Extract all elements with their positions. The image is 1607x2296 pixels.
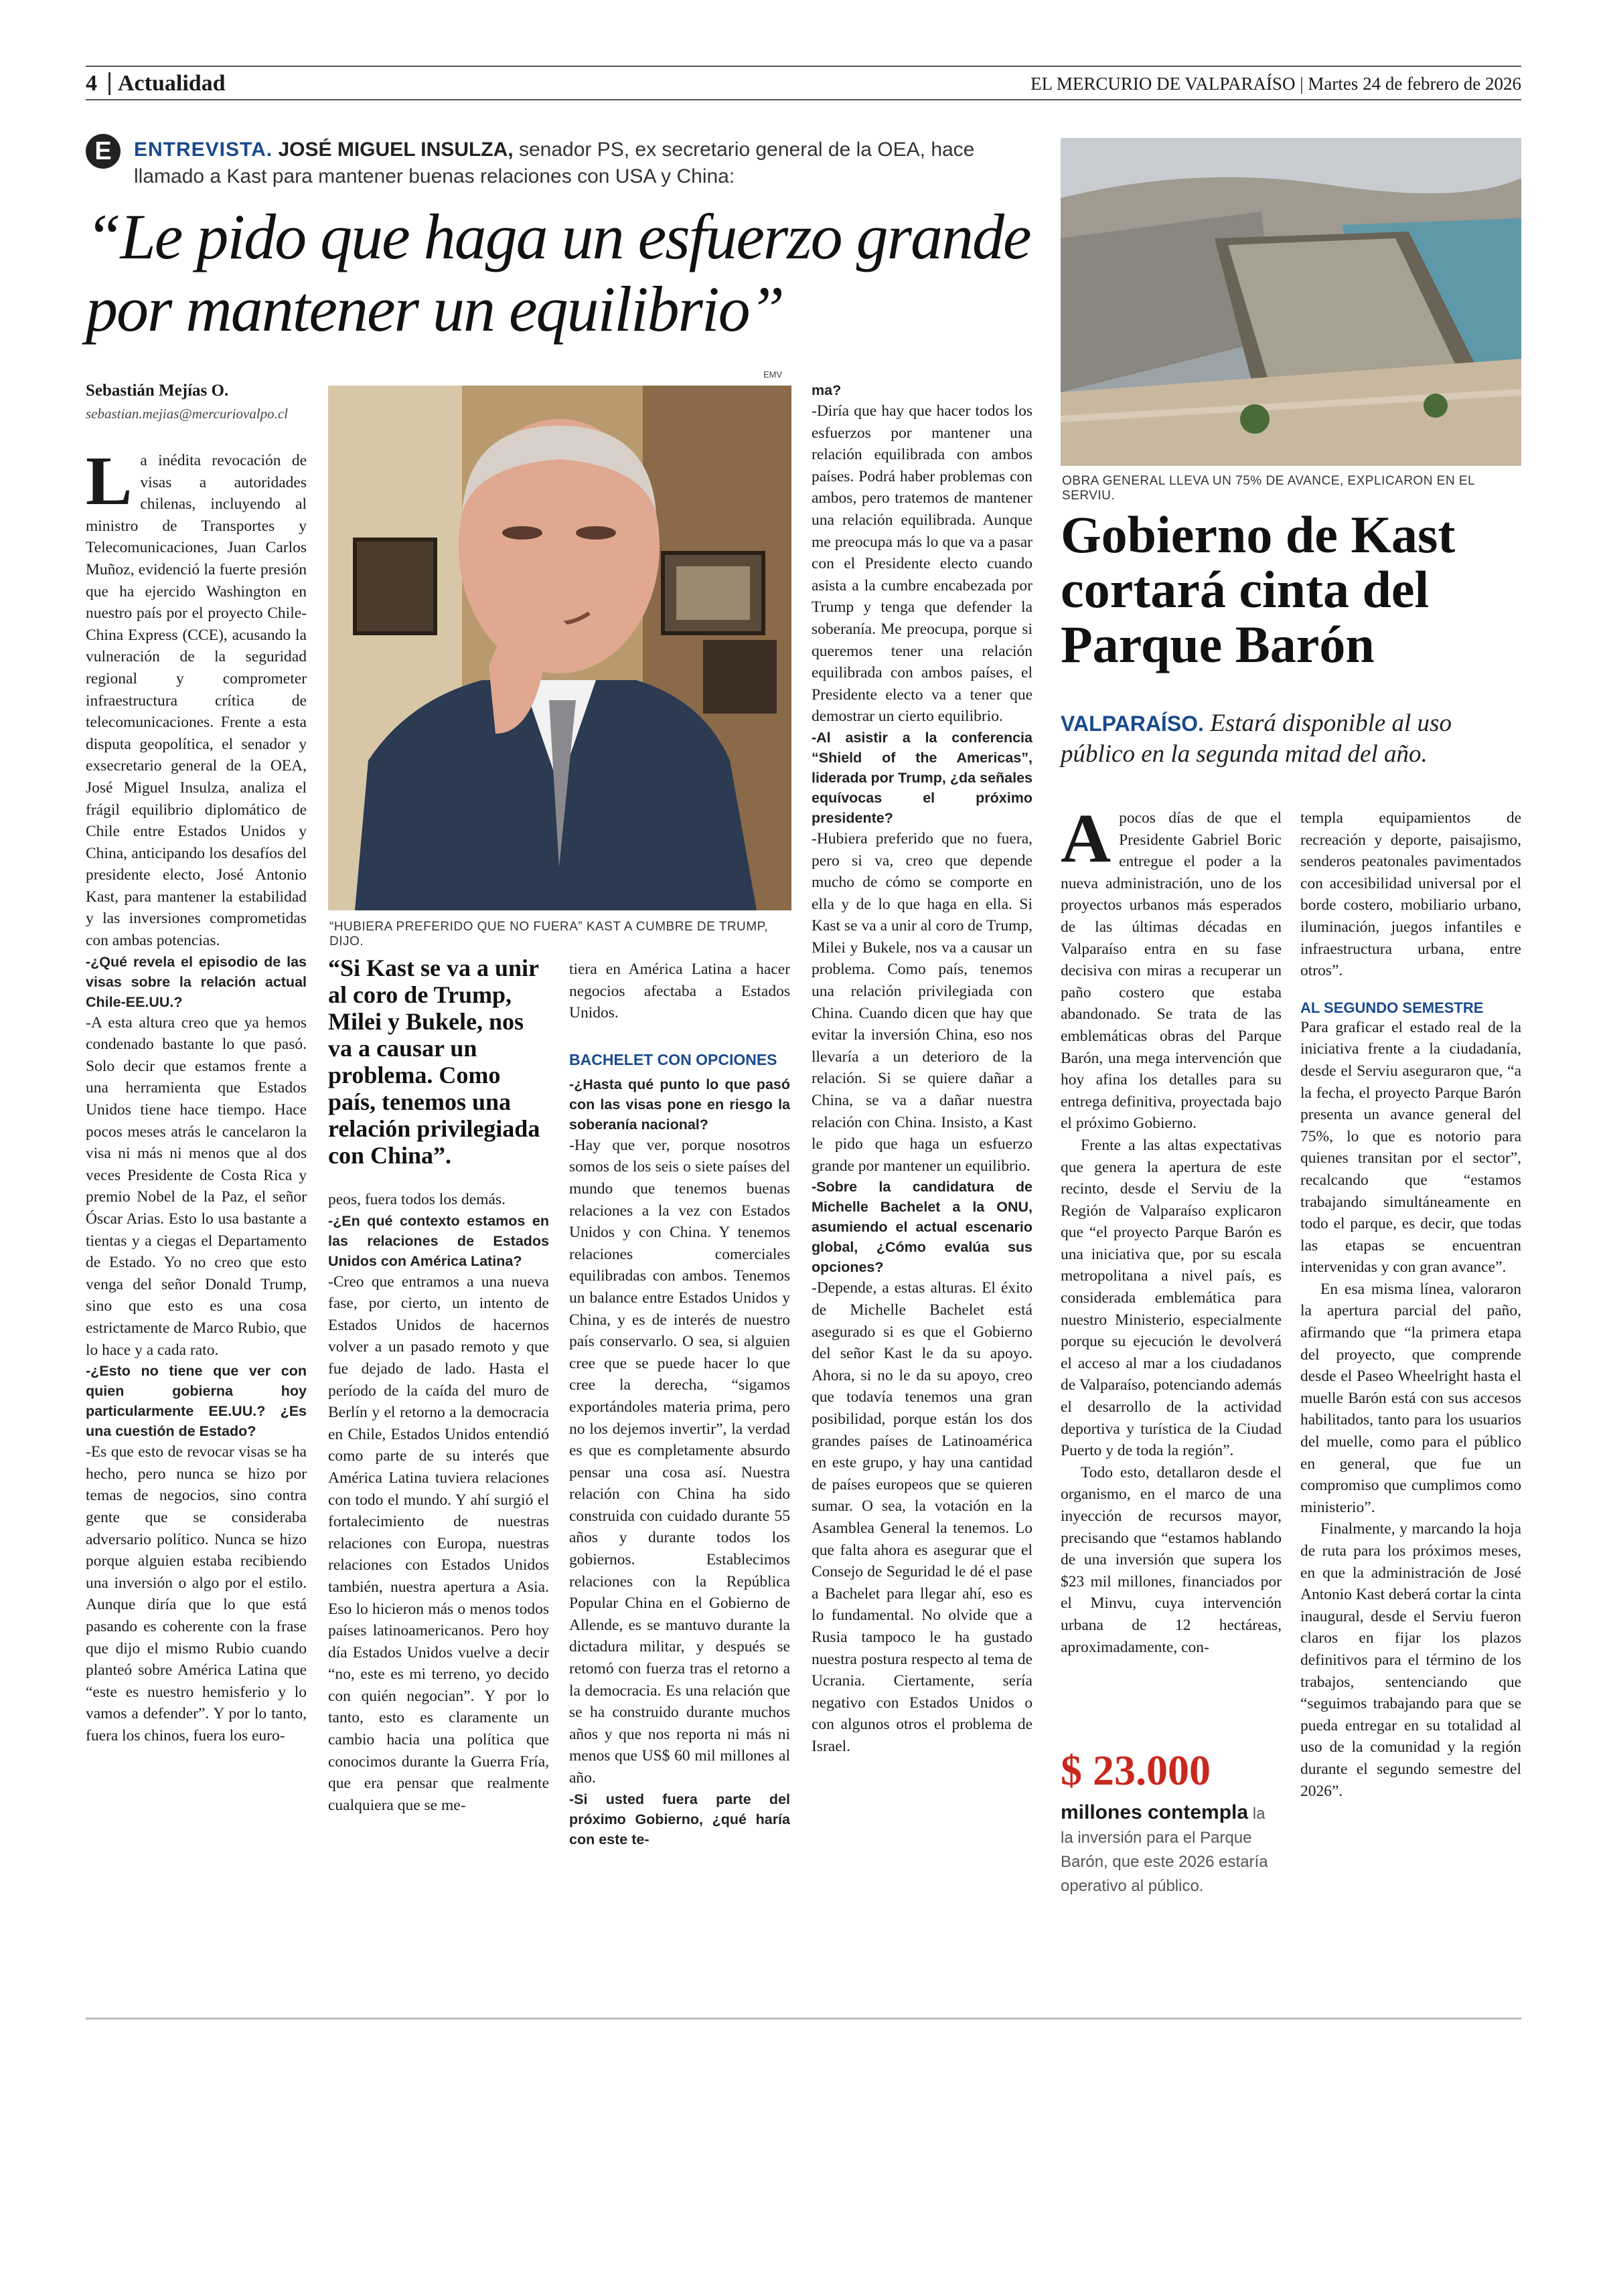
baron-kicker-label: VALPARAÍSO. (1061, 712, 1204, 736)
kicker-label: ENTREVISTA. (134, 139, 273, 161)
question: -¿Qué revela el episodio de las visas sobre la relación actual Chile-EE.UU.? (86, 953, 307, 1010)
interview-badge: E (86, 134, 121, 169)
question: -Sobre la candidatura de Michelle Bachelet a la ONU, asumiendo el actual escenario global, ¿Cómo evalúa sus opciones? (812, 1179, 1032, 1276)
answer: -Depende, a estas alturas. El éxito de Michelle Bachelet está asegurado si es que el Gobierno del señor Kast le da su apoyo. Ahora, si no le da su apoyo, creo que todavía tenemos una gran posibilidad, porque están los dos grandes países de Latinoamérica en este grupo, y hay una cantidad de países europeos que se quieren sumar. O sea, la votación en la Asamblea General la tenemos. Lo que falta ahora es asegurar que el Consejo de Seguridad le dé el pase a Bachelet para llegar ahí, eso es lo fundamental. No olvide que a Rusia tampoco le ha gustado nuestra postura respecto al tema de Ucrania. Ciertamente, sería negativo con Estados Unidos o con algunos otros el problema de Israel. (812, 1279, 1032, 1755)
baron-headline: Gobierno de Kast cortará cinta del Parque Barón (1061, 505, 1456, 673)
interview-headline: “Le pido que haga un esfuerzo grande por mantener un equilibrio” (86, 201, 1030, 345)
masthead-date: EL MERCURIO DE VALPARAÍSO | Martes 24 de febrero de 2026 (1030, 74, 1521, 94)
kicker-text: senador PS, ex secretario general de la OEA, hace llamado a Kast para mantener buenas relaciones con USA y China: (134, 139, 975, 187)
paragraph: Frente a las altas expectativas que genera la apertura de este recinto, desde el Serviu de la Región de Valparaíso explicaron que “el proyecto Parque Barón es una iniciativa que, por su escala metropolitana a nivel país, es considerada emblemática para nuestro Ministerio, especialmente porque su ejecución le devolverá el acceso al mar a los ciudadanos de Valparaíso, potenciando además el desarrollo de la actividad deportiva y turística de la Ciudad Puerto y de toda la región”. (1061, 1136, 1282, 1460)
interview-column-3 (569, 959, 790, 1850)
interview-column-2a (328, 1189, 549, 1816)
byline: Sebastián Mejías O. (86, 382, 229, 400)
baron-kicker (1061, 708, 1521, 770)
pull-quote: “Si Kast se va a unir al coro de Trump, Milei y Bukele, nos va a causar un problema. Como país, tenemos una relación privilegiada con China”. (328, 955, 540, 1169)
section-name: Actualidad (118, 71, 226, 96)
investment-text: la la inversión para el Parque Barón, que este 2026 estaría operativo al público. (1061, 1805, 1268, 1895)
baron-column-1 (1061, 800, 1282, 1658)
answer: -Hubiera preferido que no fuera, pero si va, creo que depende mucho de cómo se comporte en ella y de lo que haga en ella. Si Kast se va a unir al coro de Trump, Milei y Bukele, nos va a causar un problema. Como país, tenemos una relación privilegiada con China. Cuando dicen que hay que evitar la inversión China, eso nos llevaría a un deterioro de la relación. Si se quiere dañar a China, se va a dañar nuestra relación con China. Insisto, a Kast le pido que haga un esfuerzo grande por mantener un equilibrio. (812, 829, 1032, 1175)
paragraph: En esa misma línea, valoraron la apertura parcial del paño, afirmando que “la primera etapa del proyecto, que comprende desde el Paseo Wheelright hasta el muelle Barón está con sus accesos habilitados, tanto para los usuarios del muelle, como para el público en general, que fue un compromiso que cumplimos como ministerio”. (1300, 1280, 1521, 1516)
page-header (86, 66, 1521, 100)
subhead: BACHELET CON OPCIONES (569, 1050, 777, 1068)
subhead: AL SEGUNDO SEMESTRE (1300, 999, 1484, 1016)
paragraph: Todo esto, detallaron desde el organismo, en el marco de una inyección de recursos mayor, precisando que “estamos hablando de una inversión que supera los $23 mil millones, financiados por el Minvu, cuya intervención urbana de 12 hectáreas, aproximadamente, con- (1061, 1463, 1282, 1656)
kicker-name: JOSÉ MIGUEL INSULZA, (278, 139, 514, 161)
interview-kicker (134, 137, 1031, 190)
investment-figure: $ 23.000 (1061, 1746, 1211, 1794)
question: -¿En qué contexto estamos en las relaciones de Estados Unidos con América Latina? (328, 1212, 549, 1269)
answer: -Hay que ver, porque nosotros somos de los seis o siete países del mundo que tenemos buenas relaciones a la vez con Estados Unidos y con China. Y tenemos relaciones comerciales equilibradas con ambos. Tenemos un balance entre Estados Unidos y China, y es de interés de nuestro país conservarlo. O sea, si alguien cree que se puede hacer lo que cree la derecha, “sigamos exportándoles materia prima, pero no los dejemos invertir”, la verdad es que es completamente absurdo pensar una cosa así. Nuestra relación con China ha sido construida con cuidado durante 55 años y durante todos los gobiernos. Establecimos relaciones con la República Popular China en el Gobierno de Allende, es se mantuvo durante la dictadura militar, y después se retomó con fuerza tras el retorno a la democracia. Es una relación que se ha construido durante muchos años y que nos reporta ni más ni menos que US$ 60 mil millones al año. (569, 1136, 790, 1787)
answer: -Diría que hay que hacer todos los esfuerzos por mantener una relación equilibrada con ambos países. Podrá haber problemas con ambos, pero tratemos de mantener una relación equilibrada. Aunque me preocupa más lo que va a pasar con el Presidente electo cuando asista a la cumbre encabezada por Trump y tenga que defender la soberanía. Me preocupa, porque si queremos tener una relación equilibrada con ambos países, el Presidente electo va a tener que demostrar un cierto equilibrio. (812, 402, 1032, 726)
answer: -A esta altura creo que ya hemos condenado bastante lo que pasó. Solo decir que estamos frente a una herramienta que Estados Unidos tiene hace tiempo. Hace pocos meses atrás le cancelaron la visa ni más ni menos que al dos veces Presidente de Costa Rica y premio Nobel de la Paz, el señor Óscar Arias. Esto lo usa bastante a tientas y a ciegas el Departamento de Estado. Yo no creo que esto venga del señor Donald Trump, sino que esto es una cosa estrictamente de Marco Rubio, que lo hace y a cada rato. (86, 1013, 307, 1359)
investment-bold: millones contempla (1061, 1801, 1249, 1823)
baron-column-2 (1300, 807, 1521, 1802)
question: -¿Hasta qué punto lo que pasó con las visas pone en riesgo la soberanía nacional? (569, 1076, 790, 1133)
paragraph: Finalmente, y marcando la hoja de ruta para los próximos meses, en que la administración de José Antonio Kast deberá cortar la cinta inaugural, desde el Serviu fueron claros en fijar los plazos definitivos para el término de los trabajos, sentenciando que “seguimos trabajando para que se pueda entregar en su totalidad al uso de la comunidad y la región durante el segundo semestre del 2026”. (1300, 1520, 1521, 1800)
investment-caption (1061, 1801, 1275, 1897)
answer: -Creo que entramos a una nueva fase, por cierto, un intento de Estados Unidos de hacernos volver a un pasado remoto y que fue dejado de lado. Hasta el período de la caída del muro de Berlín y el retorno a la democracia en Chile, Estados Unidos entendió como parte de su interés que América Latina tuviera relaciones con todo el mundo. Y ahí surgió el fortalecimiento de nuestras relaciones con Europa, nuestras relaciones con Estados Unidos también, nuestra apertura a Asia. Eso lo hicieron más o menos todos países latinoamericanos. Pero hoy día Estados Unidos vuelve a decir “no, este es mi terreno, yo decido con quién negocian”. Y por lo tanto, esto es claramente un cambio hacia una política que conocimos durante la Guerra Fría, que era pensar que realmente cualquiera que se me- (328, 1273, 549, 1814)
paragraph: Para graficar el estado real de la iniciativa frente a la ciudadanía, desde el Serviu aseguraron que, “a la fecha, el proyecto Parque Barón presenta un avance general del 75%, lo que es notorio para quienes transitan por el sector”, recalcando que “estamos trabajando simultáneamente en todo el parque, es decir, que todas las etapas se encuentran intervenidas y con gran avance”. (1300, 1018, 1521, 1277)
baron-kicker-text: Estará disponible al uso público en la segunda mitad del año. (1061, 710, 1452, 768)
interview-column-4 (812, 380, 1032, 1757)
paragraph: peos, fuera todos los demás. (328, 1191, 506, 1208)
paragraph: tiera en América Latina a hacer negocios afectaba a Estados Unidos. (569, 961, 790, 1022)
question: -Al asistir a la conferencia “Shield of the Americas”, liderada por Trump, ¿da señales equívocas el próximo presidente? (812, 729, 1032, 826)
footer-rule (86, 2018, 1521, 2020)
paragraph: templa equipamientos de recreación y deporte, paisajismo, senderos peatonales pavimentados con accesibilidad universal por el borde costero, mobiliario urbano, iluminación, juegos infantiles e infraestructura urbana, entre otros”. (1300, 809, 1521, 980)
baron-photo-caption: OBRA GENERAL LLEVA UN 75% DE AVANCE, EXPLICARON EN EL SERVIU. (1062, 474, 1475, 503)
parque-baron-photo (1061, 138, 1521, 466)
header-divider (108, 72, 110, 95)
photo-credit: EMV (763, 370, 783, 380)
page-number: 4 (86, 71, 97, 96)
baron-lead: Apocos días de que el Presidente Gabriel Boric entregue el poder a la nueva administración, uno de los proyectos urbanos más esperados de las últimas décadas en Valparaíso entra en su fase decisiva con miras a recuperar un paño costero que estaba abandonado. Se trata de las emblemáticas obras del Parque Barón, una mega intervención que hoy afina los detalles para su entrega definitiva, proyectada bajo el próximo Gobierno. (1061, 800, 1282, 1133)
photo-caption: “HUBIERA PREFERIDO QUE NO FUERA” KAST A CUMBRE DE TRUMP, DIJO. (329, 920, 769, 949)
insulza-photo (328, 386, 791, 910)
question: -¿Esto no tiene que ver con quien gobierna hoy particularmente EE.UU.? ¿Es una cuestión de Estado? (86, 1363, 307, 1440)
lead-paragraph: La inédita revocación de visas a autoridades chilenas, incluyendo al ministro de Transportes y Telecomunicaciones, Juan Carlos Muñoz, evidenció la fuerte presión que ha ejercido Washington en nuestro país por el proyecto Chile-China Express (CCE), acusando la vulneración de la seguridad regional y comprometer infraestructura crítica de telecomunicaciones. Frente a esta disputa geopolítica, el senador y exsecretario general de la OEA, José Miguel Insulza, analiza el frágil equilibrio diplomático de Chile entre Estados Unidos y China, anticipando los desafíos del presidente electo, José Antonio Kast, para mantener la estabilidad y las inversiones comprometidas con ambas potencias. (86, 442, 307, 950)
question: -Si usted fuera parte del próximo Gobierno, ¿qué haría con este te- (569, 1791, 790, 1848)
author-email: sebastian.mejias@mercuriovalpo.cl (86, 406, 288, 422)
interview-column-1 (86, 442, 307, 1746)
answer: -Es que esto de revocar visas se ha hecho, pero nunca se hizo por temas de negocios, sino contra gente que se consideraba adversario político. Nunca se hizo porque alguien estaba recibiendo una inversión o algo por el estilo. Aunque diría que lo que está pasando es coherente con la frase que dijo el mismo Rubio cuando planteó sobre América Latina que “este es nuestro hemisferio y lo vamos a defender”. Y por lo tanto, fuera los chinos, fuera los euro- (86, 1443, 307, 1744)
question: ma? (812, 382, 842, 398)
